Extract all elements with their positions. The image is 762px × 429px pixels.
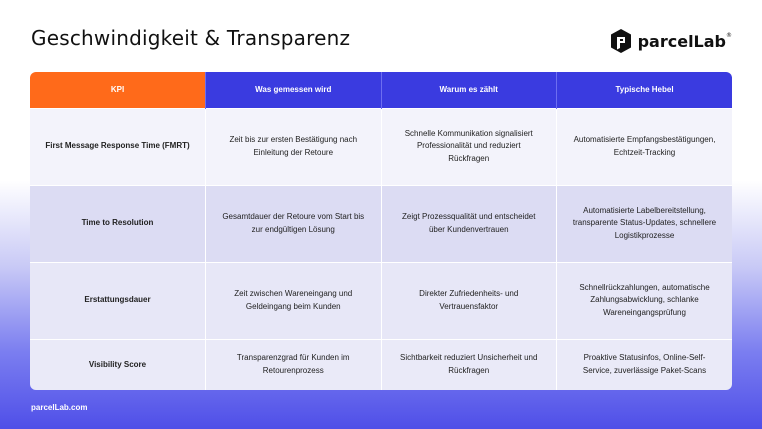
measured-cell: Zeit bis zur ersten Bestätigung nach Einleitung der Retoure: [206, 108, 382, 185]
measured-cell: Zeit zwischen Wareneingang und Geldeingang beim Kunden: [206, 262, 382, 339]
header-levers: Typische Hebel: [557, 72, 733, 108]
header-measured: Was gemessen wird: [206, 72, 382, 108]
parcellab-logo: [610, 28, 732, 54]
table-header-row: [30, 72, 732, 108]
kpi-cell: Erstattungsdauer: [30, 262, 206, 339]
levers-cell: Proaktive Statusinfos, Online-Self-Service, zuverlässige Paket-Scans: [557, 339, 733, 390]
kpi-cell: Time to Resolution: [30, 185, 206, 262]
why-cell: Zeigt Prozessqualität und entscheidet über Kundenvertrauen: [381, 185, 557, 262]
measured-cell: Gesamtdauer der Retoure vom Start bis zur endgültigen Lösung: [206, 185, 382, 262]
header-kpi: KPI: [30, 72, 206, 108]
header-why: Warum es zählt: [381, 72, 557, 108]
levers-cell: Schnellrückzahlungen, automatische Zahlungsabwicklung, schlanke Wareneingangsprüfung: [557, 262, 733, 339]
kpi-cell: First Message Response Time (FMRT): [30, 108, 206, 185]
table-row: [30, 339, 732, 390]
why-cell: Schnelle Kommunikation signalisiert Professionalität und reduziert Rückfragen: [381, 108, 557, 185]
table-row: [30, 185, 732, 262]
footer-url: parcelLab.com: [31, 403, 88, 412]
page-title: Geschwindigkeit & Transparenz: [31, 26, 351, 50]
levers-cell: Automatisierte Empfangsbestätigungen, Echtzeit-Tracking: [557, 108, 733, 185]
kpi-cell: Visibility Score: [30, 339, 206, 390]
measured-cell: Transparenzgrad für Kunden im Retourenprozess: [206, 339, 382, 390]
why-cell: Sichtbarkeit reduziert Unsicherheit und Rückfragen: [381, 339, 557, 390]
parcellab-logo-icon: [610, 28, 632, 54]
why-cell: Direkter Zufriedenheits- und Vertrauensfaktor: [381, 262, 557, 339]
kpi-table: [30, 72, 732, 390]
table-row: [30, 262, 732, 339]
table-row: [30, 108, 732, 185]
levers-cell: Automatisierte Labelbereitstellung, transparente Status-Updates, schnellere Logistikprozesse: [557, 185, 733, 262]
logo-wordmark: parcelLab®: [637, 31, 732, 51]
